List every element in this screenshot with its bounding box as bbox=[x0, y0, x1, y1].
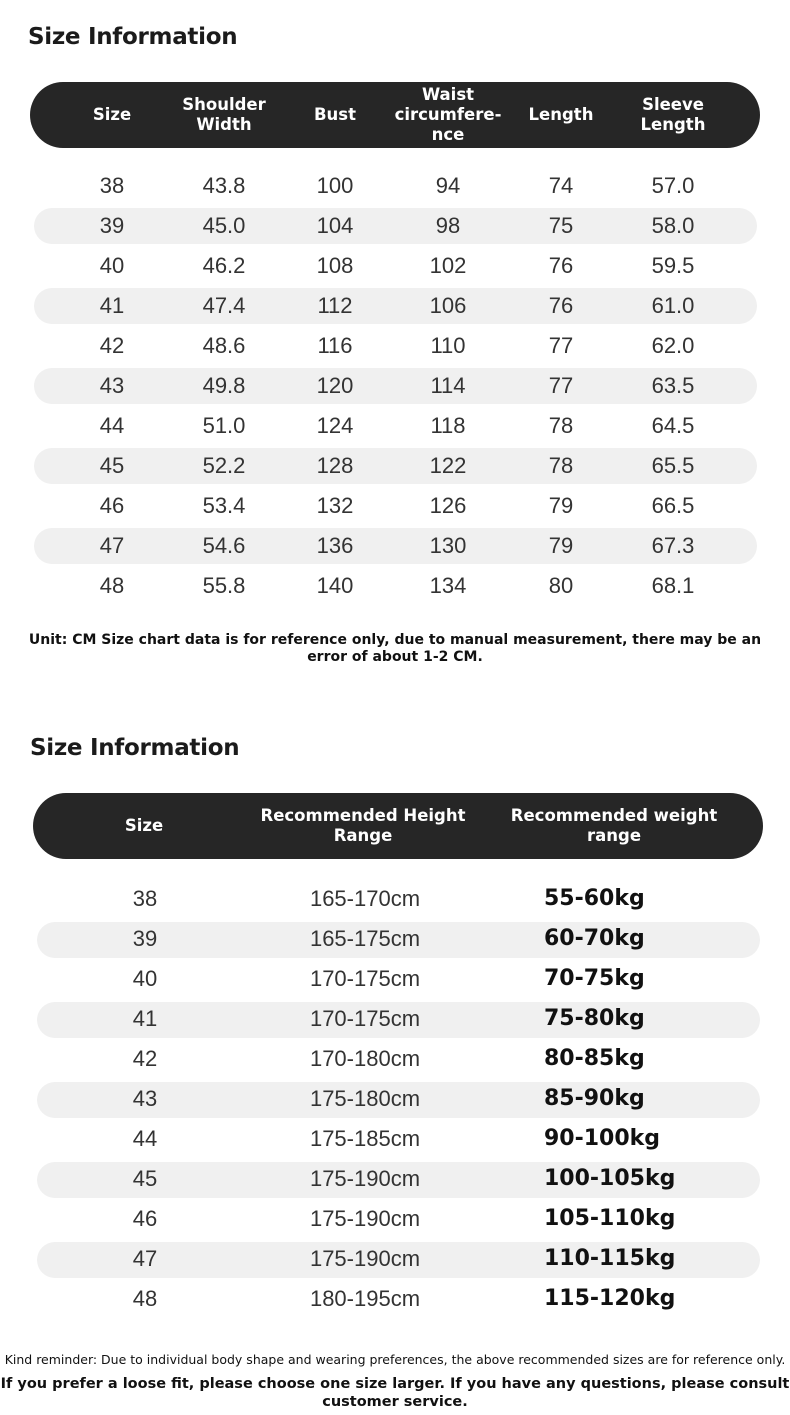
table-cell: 175-185cm bbox=[309, 1126, 421, 1151]
table-cell: 47 bbox=[99, 533, 125, 558]
table-cell: 78 bbox=[548, 413, 574, 438]
table-cell: 61.0 bbox=[651, 293, 695, 318]
table-cell: 45 bbox=[99, 453, 125, 478]
table-cell: 65.5 bbox=[651, 453, 695, 478]
table-cell: 94 bbox=[435, 173, 461, 198]
table-cell: 49.8 bbox=[202, 373, 246, 398]
table-cell: 132 bbox=[316, 493, 354, 518]
column-header-label: Waist bbox=[421, 85, 475, 104]
table-cell: 175-180cm bbox=[309, 1086, 421, 1111]
table-cell: 38 bbox=[99, 173, 125, 198]
table-cell: 43 bbox=[99, 373, 125, 398]
table-cell: 48 bbox=[99, 573, 125, 598]
table-cell: 52.2 bbox=[202, 453, 246, 478]
table-cell: 170-175cm bbox=[309, 966, 421, 991]
table-cell: 112 bbox=[317, 293, 353, 318]
table-cell: 63.5 bbox=[651, 373, 695, 398]
table-cell: 76 bbox=[548, 293, 574, 318]
table-cell: 47.4 bbox=[202, 293, 246, 318]
table-cell: 106 bbox=[429, 293, 467, 318]
table-cell: 98 bbox=[435, 213, 461, 238]
weight-cell: 100-105kg bbox=[544, 1166, 676, 1191]
weight-cell: 85-90kg bbox=[544, 1086, 645, 1111]
weight-cell: 60-70kg bbox=[544, 926, 645, 951]
table-cell: 180-195cm bbox=[309, 1286, 421, 1311]
weight-cell: 115-120kg bbox=[544, 1286, 676, 1311]
table-cell: 51.0 bbox=[202, 413, 246, 438]
column-header: Recommended weight range bbox=[510, 806, 718, 845]
table-cell: 175-190cm bbox=[309, 1166, 421, 1191]
column-header-label: Size bbox=[92, 105, 132, 124]
table-cell: 45.0 bbox=[202, 213, 246, 238]
table-cell: 128 bbox=[316, 453, 354, 478]
table-cell: 46 bbox=[132, 1206, 158, 1231]
table-cell: 170-180cm bbox=[309, 1046, 421, 1071]
table-cell: 78 bbox=[548, 453, 574, 478]
table-cell: 57.0 bbox=[651, 173, 695, 198]
kind-reminder-line2: If you prefer a loose fit, please choose one size larger. If you have any questions, please consult customer service. bbox=[0, 1376, 790, 1410]
table-cell: 48.6 bbox=[202, 333, 246, 358]
table-cell: 53.4 bbox=[202, 493, 246, 518]
table-cell: 41 bbox=[132, 1006, 158, 1031]
table-cell: 136 bbox=[316, 533, 354, 558]
table-cell: 77 bbox=[548, 373, 574, 398]
table-cell: 40 bbox=[132, 966, 158, 991]
size-chart-note: Unit: CM Size chart data is for reference only, due to manual measurement, there may be an error of about 1-2 CM. bbox=[28, 632, 762, 665]
table-cell: 55.8 bbox=[202, 573, 246, 598]
column-header-label: circumfere- bbox=[394, 105, 502, 124]
table-cell: 68.1 bbox=[651, 573, 695, 598]
table-cell: 108 bbox=[316, 253, 354, 278]
weight-cell: 105-110kg bbox=[544, 1206, 676, 1231]
table-cell: 66.5 bbox=[651, 493, 695, 518]
column-header: Size bbox=[124, 816, 164, 835]
column-header-label: Sleeve Length bbox=[640, 95, 706, 134]
table-cell: 42 bbox=[99, 333, 125, 358]
table-cell: 170-175cm bbox=[309, 1006, 421, 1031]
column-header-label: Shoulder bbox=[182, 95, 266, 114]
table-cell: 45 bbox=[132, 1166, 158, 1191]
table-cell: 67.3 bbox=[651, 533, 695, 558]
table-cell: 104 bbox=[316, 213, 354, 238]
table-cell: 116 bbox=[317, 333, 353, 358]
table-cell: 44 bbox=[99, 413, 125, 438]
table-cell: 175-190cm bbox=[309, 1246, 421, 1271]
table-cell: 41 bbox=[99, 293, 125, 318]
column-header-label: Width bbox=[196, 115, 252, 134]
weight-cell: 55-60kg bbox=[544, 886, 645, 911]
table-cell: 79 bbox=[548, 493, 574, 518]
table-cell: 100 bbox=[316, 173, 354, 198]
table-cell: 165-170cm bbox=[309, 886, 421, 911]
table-cell: 59.5 bbox=[651, 253, 695, 278]
table-cell: 43 bbox=[132, 1086, 158, 1111]
column-header-label: Bust bbox=[313, 105, 357, 124]
table-cell: 75 bbox=[548, 213, 574, 238]
table-cell: 43.8 bbox=[202, 173, 246, 198]
table-cell: 64.5 bbox=[651, 413, 695, 438]
table-cell: 46.2 bbox=[202, 253, 246, 278]
recommendation-title: Size Information bbox=[30, 735, 240, 761]
table-cell: 62.0 bbox=[651, 333, 695, 358]
table-cell: 122 bbox=[429, 453, 467, 478]
table-cell: 58.0 bbox=[651, 213, 695, 238]
column-header-label: nce bbox=[431, 125, 465, 144]
table-cell: 47 bbox=[132, 1246, 158, 1271]
weight-cell: 75-80kg bbox=[544, 1006, 645, 1031]
weight-cell: 80-85kg bbox=[544, 1046, 645, 1071]
table-cell: 80 bbox=[548, 573, 574, 598]
table-cell: 54.6 bbox=[202, 533, 246, 558]
weight-cell: 70-75kg bbox=[544, 966, 645, 991]
weight-cell: 110-115kg bbox=[544, 1246, 676, 1271]
table-cell: 140 bbox=[316, 573, 354, 598]
table-cell: 134 bbox=[429, 573, 467, 598]
table-cell: 79 bbox=[548, 533, 574, 558]
table-cell: 40 bbox=[99, 253, 125, 278]
table-cell: 130 bbox=[429, 533, 467, 558]
table-cell: 46 bbox=[99, 493, 125, 518]
table-cell: 102 bbox=[429, 253, 467, 278]
size-chart-title: Size Information bbox=[28, 24, 238, 50]
table-cell: 118 bbox=[430, 413, 466, 438]
table-cell: 114 bbox=[430, 373, 466, 398]
column-header-label: Length bbox=[528, 105, 594, 124]
table-cell: 110 bbox=[430, 333, 466, 358]
table-cell: 39 bbox=[99, 213, 125, 238]
table-cell: 74 bbox=[548, 173, 574, 198]
table-cell: 42 bbox=[132, 1046, 158, 1071]
table-cell: 120 bbox=[316, 373, 354, 398]
table-cell: 165-175cm bbox=[309, 926, 421, 951]
table-cell: 126 bbox=[429, 493, 467, 518]
table-cell: 124 bbox=[316, 413, 354, 438]
column-header: Recommended Height Range bbox=[260, 806, 466, 845]
kind-reminder-line1: Kind reminder: Due to individual body shape and wearing preferences, the above recommended sizes are for reference only. bbox=[4, 1352, 786, 1367]
table-cell: 175-190cm bbox=[309, 1206, 421, 1231]
table-cell: 48 bbox=[132, 1286, 158, 1311]
table-cell: 44 bbox=[132, 1126, 158, 1151]
table-cell: 39 bbox=[132, 926, 158, 951]
table-cell: 77 bbox=[548, 333, 574, 358]
weight-cell: 90-100kg bbox=[544, 1126, 661, 1151]
table-cell: 38 bbox=[132, 886, 158, 911]
table-cell: 76 bbox=[548, 253, 574, 278]
